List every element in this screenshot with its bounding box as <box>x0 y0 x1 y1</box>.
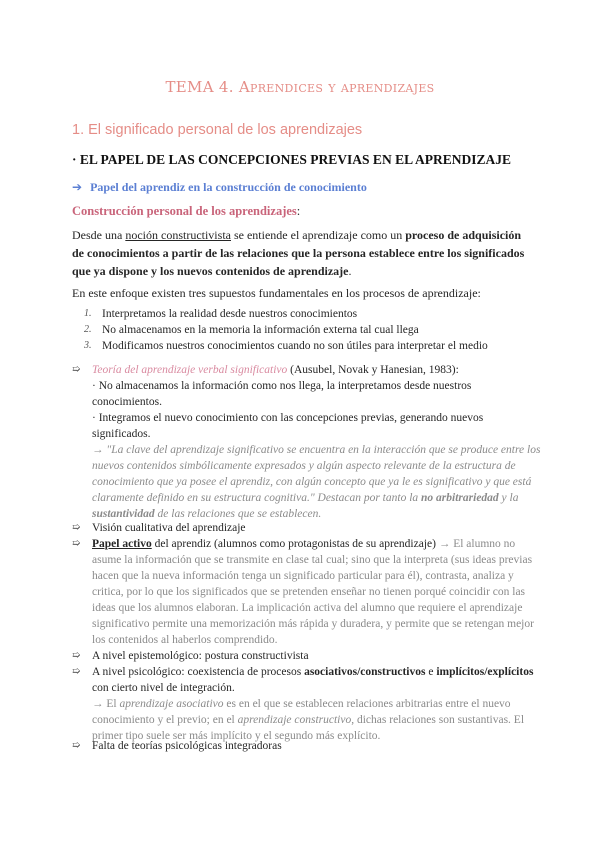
section-heading: 1. El significado personal de los aprendizajes <box>72 122 363 138</box>
psico-bullet: ➯ A nivel psicológico: coexistencia de procesos asociativos/constructivos e implícitos/explícitos con cierto nivel de integración. → El aprendizaje asociativo es en el que se establecen relaciones arbitrarias entre el nuevo conocimiento y el previo; en el aprendizaje constructivo, dichas relaciones son sustantivas. El primer tipo suele ser más implícito y el segundo más explícito. <box>72 664 542 744</box>
arrow-bullet-icon: ➯ <box>72 740 81 751</box>
theory-line-2: · Integramos el nuevo conocimiento con las concepciones previas, generando nuevos significados. <box>92 412 484 440</box>
arrow-bullet-icon: ➯ <box>72 522 81 533</box>
arrow-bullet-icon: ➯ <box>72 364 81 375</box>
theory-quote: → "La clave del aprendizaje significativo se encuentra en la interacción que se produce entre los nuevos contenidos simbólicamente expresados y algún aspecto relevante de la estructura de conocimiento que ya posee el aprendiz, con algún concepto que ya le es significativo y que está claramente definido en su estructura cognitiva." Destacan por tanto la no arbitrariedad y la sustantividad de las relaciones que se establecen. <box>92 444 541 520</box>
arrow-bullet-icon: ➯ <box>72 538 81 549</box>
vision-bullet: ➯ Visión cualitativa del aprendizaje <box>72 522 246 534</box>
list-item: 2. No almacenamos en la memoria la información externa tal cual llega <box>84 324 419 336</box>
active-role-bullet: ➯ Papel activo del aprendiz (alumnos como protagonistas de su aprendizaje) → El alumno no asume la información que se transmite en clase tal cual; sino que la interpreta (sus ideas previas hacen que la nueva información tenga un significado particular para él), contrasta, analiza y critica, por lo que los significados que se pretenden enseñar no tienen porqué coincidir con las ideas que los alumnos elaboran. La implicación activa del alumno que requiere el aprendizaje significativo permite una memorización más rápida y duradera, y permite que se retengan mejor los contenidos al haberlos comprendido. <box>72 538 534 646</box>
arrow-heading-text: Papel del aprendiz en la construcción de conocimiento <box>90 180 367 194</box>
construction-heading-text: Construcción personal de los aprendizajes <box>72 204 297 218</box>
arrow-heading <box>72 180 367 195</box>
intro-text-3: . <box>348 264 352 278</box>
arrow-right-icon: ➔ <box>72 180 83 194</box>
intro-text-2: se entiende el aprendizaje como un <box>230 228 406 242</box>
theory-label: Teoría del aprendizaje verbal significativo <box>92 364 288 376</box>
construction-heading: Construcción personal de los aprendizajes: <box>72 204 301 218</box>
psico-explanation: → El aprendizaje asociativo es en el que se establecen relaciones arbitrarias entre el nuevo conocimiento y el previo; en el aprendizaje constructivo, dichas relaciones son sustantivas. El primer tipo suele ser más implícito y el segundo más explícito. <box>92 698 525 742</box>
theory-bullet <box>72 362 542 522</box>
active-role-bold: Papel activo <box>92 538 152 550</box>
list-item: 1. Interpretamos la realidad desde nuestros conocimientos <box>84 308 358 320</box>
approach-paragraph: En este enfoque existen tres supuestos fundamentales en los procesos de aprendizaje: <box>72 286 481 300</box>
intro-bold: proceso de adquisición de conocimientos a partir de las relaciones que la persona establece entre los significados que ya dispone y los nuevos contenidos de aprendizaje <box>72 228 525 278</box>
episte-bullet: ➯ A nivel epistemológico: postura constructivista <box>72 650 309 662</box>
intro-paragraph <box>72 226 532 280</box>
arrow-bullet-icon: ➯ <box>72 666 81 677</box>
page-title: TEMA 4. Aprendices y aprendizajes <box>165 78 435 96</box>
theory-line-1: · No almacenamos la información como nos llega, la interpretamos desde nuestros conocimientos. <box>92 380 472 408</box>
falta-bullet: ➯ Falta de teorías psicológicas integradoras <box>72 740 282 752</box>
intro-underlined: noción constructivista <box>125 228 231 242</box>
intro-text-1: Desde una <box>72 228 126 242</box>
numbered-list <box>72 306 542 354</box>
theory-authors: (Ausubel, Novak y Hanesian, 1983): <box>287 364 459 376</box>
active-role-explanation: → El alumno no asume la información que se transmite en clase tal cual; sino que la interpreta (sus ideas previas hacen que la nueva información tenga un significado particular para él), contrasta, analiza y critica, por lo que los significados que se pretenden enseñar no tienen porqué coincidir con las ideas que los alumnos elaboran. La implicación activa del alumno que requiere el aprendizaje significativo permite una memorización más rápida y duradera, y permite que se retengan mejor los contenidos al haberlos comprendido. <box>92 538 534 646</box>
arrow-bullet-icon: ➯ <box>72 650 81 661</box>
subsection-heading: · EL PAPEL DE LAS CONCEPCIONES PREVIAS EN EL APRENDIZAJE <box>72 152 511 167</box>
list-item: 3. Modificamos nuestros conocimientos cuando no son útiles para interpretar el medio <box>84 340 488 352</box>
